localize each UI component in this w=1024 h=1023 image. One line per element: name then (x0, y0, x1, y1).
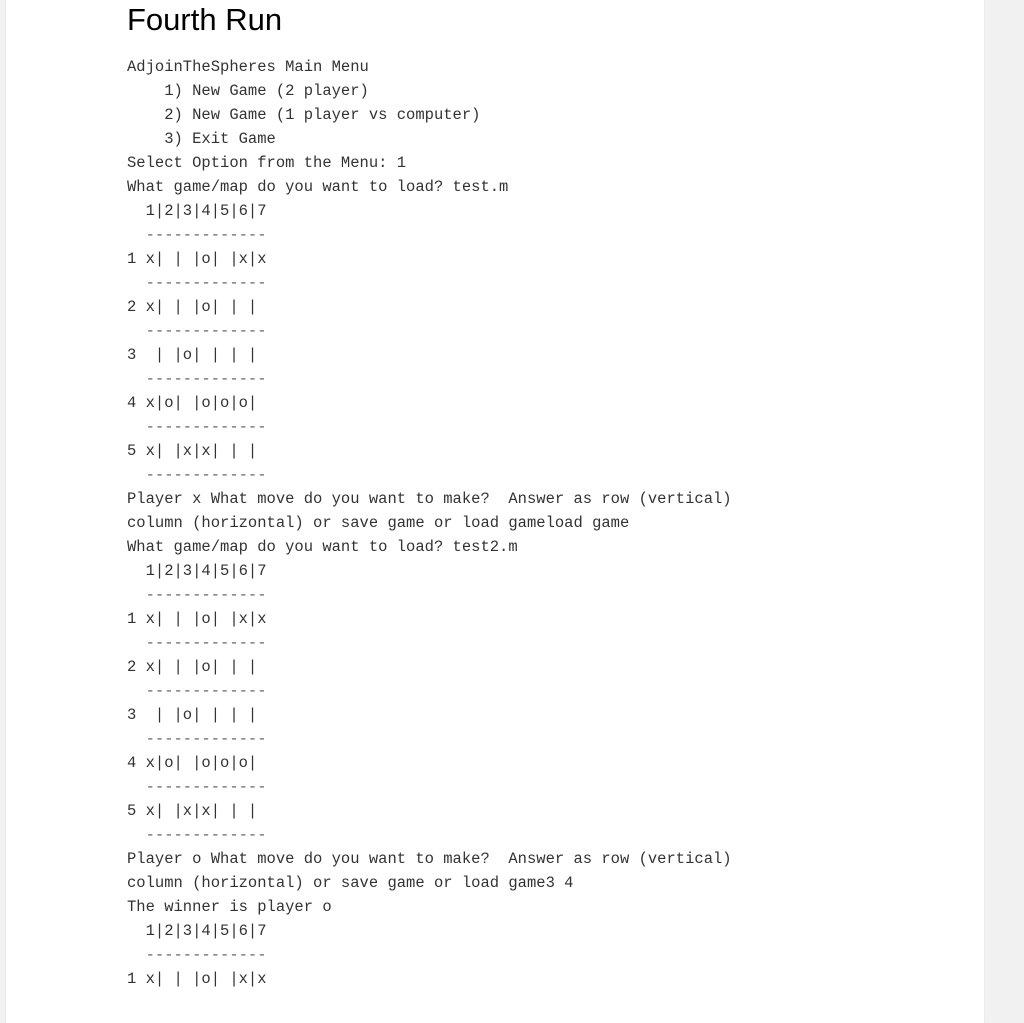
console-line: 2 x| | |o| | | (127, 298, 258, 316)
board-separator-line: ------------- (127, 274, 267, 292)
board-separator-line: ------------- (127, 826, 267, 844)
console-line: 1|2|3|4|5|6|7 (127, 202, 267, 220)
console-line: What game/map do you want to load? test2.m (127, 538, 518, 556)
board-separator-line: ------------- (127, 226, 267, 244)
console-line: 2 x| | |o| | | (127, 658, 258, 676)
board-separator-line: ------------- (127, 778, 267, 796)
console-line: 1) New Game (2 player) (127, 82, 369, 100)
console-line: Player x What move do you want to make? Answer as row (vertical) (127, 490, 732, 508)
console-line: 1 x| | |o| |x|x (127, 970, 267, 988)
board-separator-line: ------------- (127, 682, 267, 700)
console-line: 2) New Game (1 player vs computer) (127, 106, 481, 124)
console-line: Player o What move do you want to make? Answer as row (vertical) (127, 850, 732, 868)
console-line: 1|2|3|4|5|6|7 (127, 562, 267, 580)
console-line: 3 | |o| | | | (127, 706, 258, 724)
console-line: What game/map do you want to load? test.m (127, 178, 509, 196)
console-output (127, 55, 732, 991)
board-separator-line: ------------- (127, 730, 267, 748)
board-separator-line: ------------- (127, 370, 267, 388)
console-line: column (horizontal) or save game or load gameload game (127, 514, 630, 532)
console-line: Select Option from the Menu: 1 (127, 154, 407, 172)
console-line: 5 x| |x|x| | | (127, 802, 258, 820)
console-line: column (horizontal) or save game or load game3 4 (127, 874, 574, 892)
console-line: 3) Exit Game (127, 130, 276, 148)
board-separator-line: ------------- (127, 466, 267, 484)
console-line: 4 x|o| |o|o|o| (127, 394, 258, 412)
document-page (6, 0, 984, 1023)
page-title: Fourth Run (127, 2, 283, 37)
console-line: 1|2|3|4|5|6|7 (127, 922, 267, 940)
console-line: 5 x| |x|x| | | (127, 442, 258, 460)
console-line: The winner is player o (127, 898, 332, 916)
board-separator-line: ------------- (127, 322, 267, 340)
console-line: 3 | |o| | | | (127, 346, 258, 364)
board-separator-line: ------------- (127, 634, 267, 652)
board-separator-line: ------------- (127, 586, 267, 604)
console-line: 4 x|o| |o|o|o| (127, 754, 258, 772)
console-line: AdjoinTheSpheres Main Menu (127, 58, 369, 76)
board-separator-line: ------------- (127, 418, 267, 436)
console-line: 1 x| | |o| |x|x (127, 610, 267, 628)
console-line: 1 x| | |o| |x|x (127, 250, 267, 268)
board-separator-line: ------------- (127, 946, 267, 964)
